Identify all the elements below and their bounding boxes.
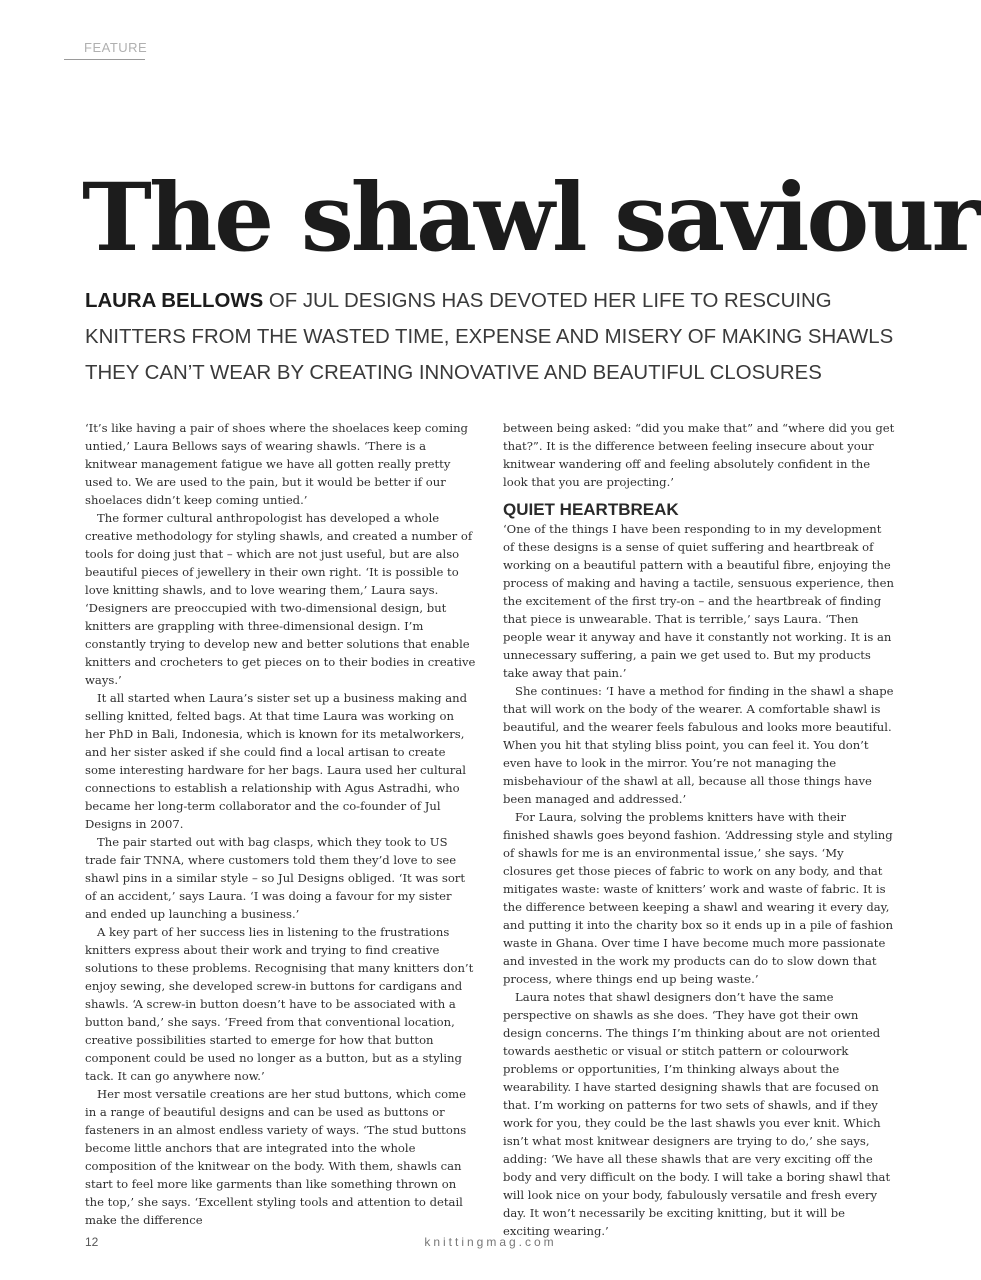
website-footer: knittingmag.com bbox=[424, 1235, 557, 1249]
page-number: 12 bbox=[85, 1235, 99, 1249]
standfirst-name: LAURA BELLOWS bbox=[85, 290, 264, 312]
body-paragraph: Laura notes that shawl designers don’t have the same perspective on shawls as she does. ‘They have got their own design concerns. The things I’m thinking about are not oriented towards aesthetic or visual or stitch pattern or colourwork problems or opportunities, I’m thinking always about the wearability. I have started designing shawls that are focused on that. I’m working on patterns for two sets of shawls, and if they work for you, they could be the last shawls you ever knit. Which isn’t what most knitwear designers are trying to do,’ she says, adding: ‘We have all these shawls that are very exciting off the body and very difficult on the body. I will take a boring shawl that will look nice on your body, fabulously versatile and fresh every day. It won’t necessarily be exciting knitting, but it will be exciting wearing.’ bbox=[503, 990, 891, 1238]
body-paragraph: ‘One of the things I have been responding to in my development of these designs is a sense of quiet suffering and heartbreak of working on a beautiful pattern with a beautiful fibre, enjoying the process of making and having a tactile, sensuous experience, then the excitement of the first try-on – and the heartbreak of finding that piece is unwearable. That is terrible,’ says Laura. ‘Then people wear it anyway and have it constantly not working. It is an unnecessary suffering, a pain we get used to. But my products take away that pain.’ bbox=[503, 522, 894, 680]
section-label: FEATURE bbox=[64, 40, 145, 60]
body-paragraph: It all started when Laura’s sister set up a business making and selling knitted, felted bags. At that time Laura was working on her PhD in Bali, Indonesia, which is known for its metalworkers, and her sister asked if she could find a local artisan to create some interesting hardware for her bags. Laura used her cultural connections to establish a relationship with Agus Astradhi, who became her long-term collaborator and the co-founder of Jul Designs in 2007. bbox=[85, 691, 468, 831]
standfirst-text: OF JUL DESIGNS HAS DEVOTED HER LIFE TO RESCUING KNITTERS FROM THE WASTED TIME, EXPENSE AND MISERY OF MAKING SHAWLS THEY CAN’T WEAR BY CREATING INNOVATIVE AND BEAUTIFUL CLOSURES bbox=[85, 290, 894, 384]
left-column bbox=[85, 419, 477, 1229]
body-paragraph: The pair started out with bag clasps, which they took to US trade fair TNNA, where customers told them they’d love to see shawl pins in a similar style – so Jul Designs obliged. ‘It was sort of an accident,’ says Laura. ‘I was doing a favour for my sister and ended up launching a business.’ bbox=[85, 835, 466, 921]
subheading: QUIET HEARTBREAK bbox=[503, 500, 679, 519]
body-paragraph: ‘It’s like having a pair of shoes where the shoelaces keep coming untied,’ Laura Bellows says of wearing shawls. ‘There is a knitwear management fatigue we have all gotten really pretty used to. We are used to the pain, but it would be better if our shoelaces didn’t keep coming untied.’ bbox=[85, 421, 468, 507]
body-paragraph: The former cultural anthropologist has developed a whole creative methodology for styling shawls, and created a number of tools for doing just that – which are not just useful, but are also beautiful pieces of jewellery in their own right. ‘It is possible to love knitting shawls, and to love wearing them,’ Laura says. ‘Designers are preoccupied with two-dimensional design, but knitters are grappling with three-dimensional design. I’m constantly trying to develop new and better solutions that enable knitters and crocheters to get pieces on to their bodies in creative ways.’ bbox=[85, 511, 476, 687]
article-title: The shawl saviour bbox=[82, 163, 979, 273]
body-paragraph: between being asked: “did you make that” and “where did you get that?”. It is the difference between feeling insecure about your knitwear wandering off and feeling absolutely confident in the look that you are projecting.’ bbox=[503, 421, 895, 489]
body-paragraph: She continues: ‘I have a method for finding in the shawl a shape that will work on the body of the wearer. A comfortable shawl is beautiful, and the wearer feels fabulous and looks more beautiful. When you hit that styling bliss point, you can feel it. You don’t even have to look in the mirror. You’re not managing the misbehaviour of the shawl at all, because all those things have been managed and addressed.’ bbox=[503, 684, 894, 806]
right-column bbox=[503, 419, 895, 1240]
standfirst bbox=[85, 283, 905, 391]
body-paragraph: Her most versatile creations are her stud buttons, which come in a range of beautiful designs and can be used as buttons or fasteners in an almost endless variety of ways. ‘The stud buttons become little anchors that are integrated into the whole composition of the knitwear on the body. With them, shawls can start to feel more like garments than like something thrown on the top,’ she says. ‘Excellent styling tools and attention to detail make the difference bbox=[85, 1087, 467, 1227]
body-paragraph: For Laura, solving the problems knitters have with their finished shawls goes beyond fashion. ‘Addressing style and styling of shawls for me is an environmental issue,’ she says. ‘My closures get those pieces of fabric to work on any body, and that mitigates waste: waste of knitters’ work and waste of fabric. It is the difference between keeping a shawl and wearing it every day, and putting it into the charity box so it ends up in a pile of fashion waste in Ghana. Over time I have become much more passionate and invested in the work my products can do to slow down that process, where things end up being waste.’ bbox=[503, 810, 894, 986]
body-paragraph: A key part of her success lies in listening to the frustrations knitters express about their work and trying to find creative solutions to these problems. Recognising that many knitters don’t enjoy sewing, she developed screw-in buttons for cardigans and shawls. ‘A screw-in button doesn’t have to be associated with a button band,’ she says. ‘Freed from that conventional location, creative possibilities started to emerge for how that button component could be used no longer as a button, but as a styling tack. It can go anywhere now.’ bbox=[85, 925, 474, 1083]
